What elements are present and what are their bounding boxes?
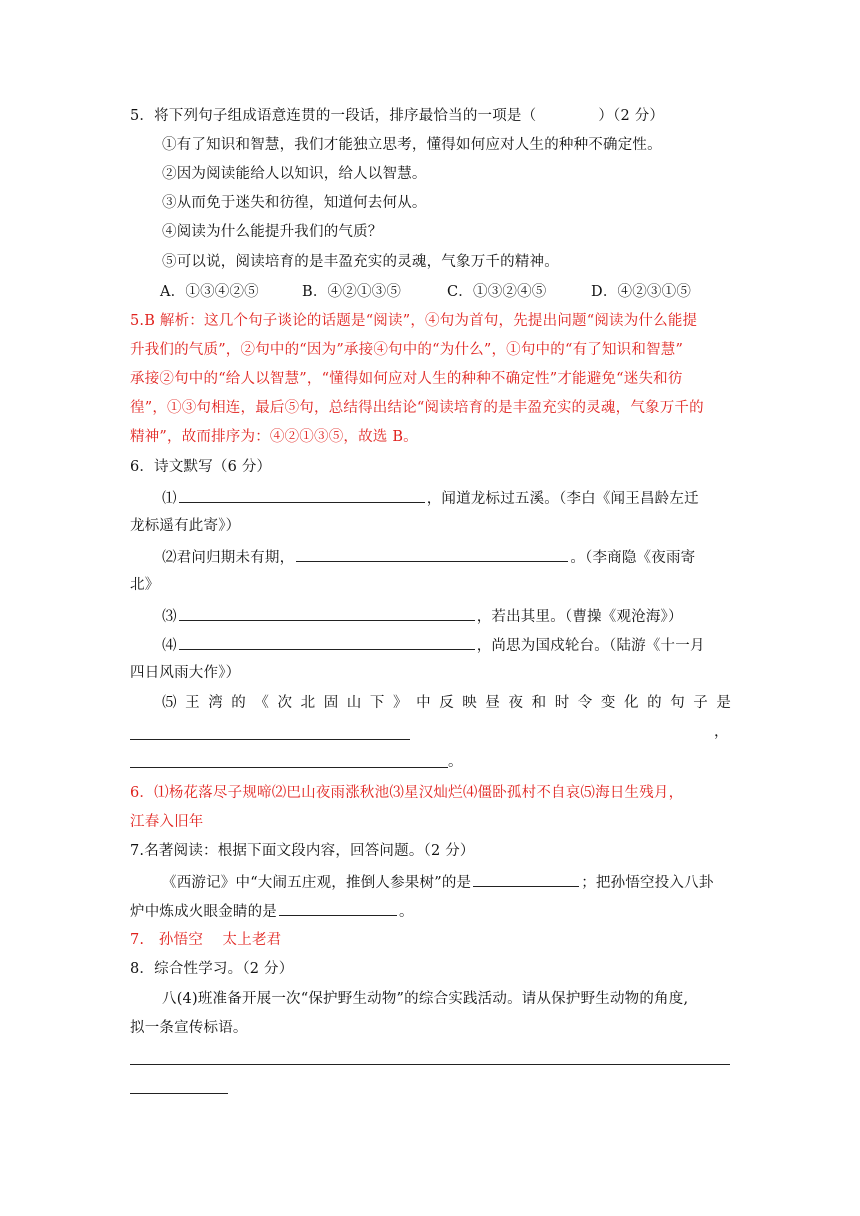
- q7-answer: 7. 孙悟空 太上老君: [130, 932, 282, 948]
- fill-blank: [179, 487, 425, 503]
- q6-line-4: ⑷ ，尚思为国戍轮台。（陆游《十一月: [162, 634, 705, 656]
- option-d: D．④②③①⑤: [591, 284, 692, 300]
- q5-stem: 5．将下列句子组成语意连贯的一段话，排序最恰当的一项是（ ）（2 分）: [130, 108, 665, 124]
- q6-line-3: ⑶ ，若出其里。（曹操《观沧海》）: [162, 605, 683, 627]
- q8-title: 8．综合性学习。（2 分）: [130, 961, 294, 977]
- sentence-5: ⑤可以说，阅读培育的是丰盈充实的灵魂，气象万千的精神。: [162, 254, 559, 270]
- q6-line-1-cont: 龙标遥有此寄》）: [130, 518, 241, 534]
- q6-line-2: ⑵君问归期未有期， 。（李商隐《夜雨寄: [162, 546, 695, 568]
- q5-answer-line-4: 徨”，①③句相连，最后⑤句，总结得出结论“阅读培育的是丰盈充实的灵魂，气象万千的: [130, 400, 704, 416]
- fill-blank-line: [130, 767, 448, 768]
- answer-line: [130, 1064, 730, 1065]
- fill-blank: [296, 546, 568, 562]
- sentence-4: ④阅读为什么能提升我们的气质？: [162, 224, 383, 240]
- sentence-1: ①有了知识和智慧，我们才能独立思考，懂得如何应对人生的种种不确定性。: [162, 137, 662, 153]
- q6-line-5-end: 。: [448, 754, 463, 770]
- q6-line-4-cont: 四日风雨大作》）: [130, 665, 241, 681]
- q5-answer-line-5: 精神”，故而排序为：④②①③⑤，故选 B。: [130, 429, 418, 445]
- q6-line-2-cont: 北》: [130, 577, 160, 593]
- answer-line: [130, 1093, 228, 1094]
- q6-title: 6．诗文默写（6 分）: [130, 459, 272, 475]
- fill-blank: [179, 605, 475, 621]
- q6-line-5: ⑸王湾的《次北固山下》中反映昼夜和时令变化的句子是: [162, 695, 740, 711]
- q6-line-1: ⑴ ，闻道龙标过五溪。（李白《闻王昌龄左迁: [162, 487, 699, 509]
- q5-answer-line-3: 承接②句中的“给人以智慧”，“懂得如何应对人生的种种不确定性”才能避免“迷失和彷: [130, 371, 683, 387]
- q6-answer-line-2: 江春入旧年: [130, 814, 204, 830]
- q7-line-1: 《西游记》中“大闹五庄观，推倒人参果树”的是 ；把孙悟空投入八卦: [162, 871, 714, 893]
- sentence-2: ②因为阅读能给人以知识，给人以智慧。: [162, 166, 427, 182]
- q6-line-5-comma: ，: [714, 724, 729, 740]
- q8-line-1: 八(4)班准备开展一次“保护野生动物”的综合实践活动。请从保护野生动物的角度,: [162, 991, 689, 1007]
- fill-blank: [473, 871, 579, 887]
- q7-line-2: 炉中炼成火眼金睛的是 。: [130, 900, 414, 922]
- q8-line-2: 拟一条宣传标语。: [130, 1020, 248, 1036]
- q6-answer-line-1: 6．⑴杨花落尽子规啼⑵巴山夜雨涨秋池⑶星汉灿烂⑷僵卧孤村不自哀⑸海日生残月，: [130, 785, 684, 801]
- sentence-3: ③从而免于迷失和彷徨，知道何去何从。: [162, 195, 427, 211]
- q5-answer-line-1: 5.B 解析：这几个句子谈论的话题是“阅读”，④句为首句，先提出问题“阅读为什么能提: [130, 313, 698, 329]
- q5-answer-line-2: 升我们的气质”，②句中的“因为”承接④句中的“为什么”，①句中的“有了知识和智慧”: [130, 342, 684, 358]
- q7-title: 7.名著阅读：根据下面文段内容，回答问题。（2 分）: [130, 843, 475, 859]
- option-a: A．①③④②⑤: [160, 284, 259, 300]
- option-b: B．④②①③⑤: [302, 284, 402, 300]
- option-c: C．①③②④⑤: [447, 284, 547, 300]
- fill-blank-line: [130, 739, 410, 740]
- fill-blank: [179, 634, 475, 650]
- fill-blank: [279, 900, 397, 916]
